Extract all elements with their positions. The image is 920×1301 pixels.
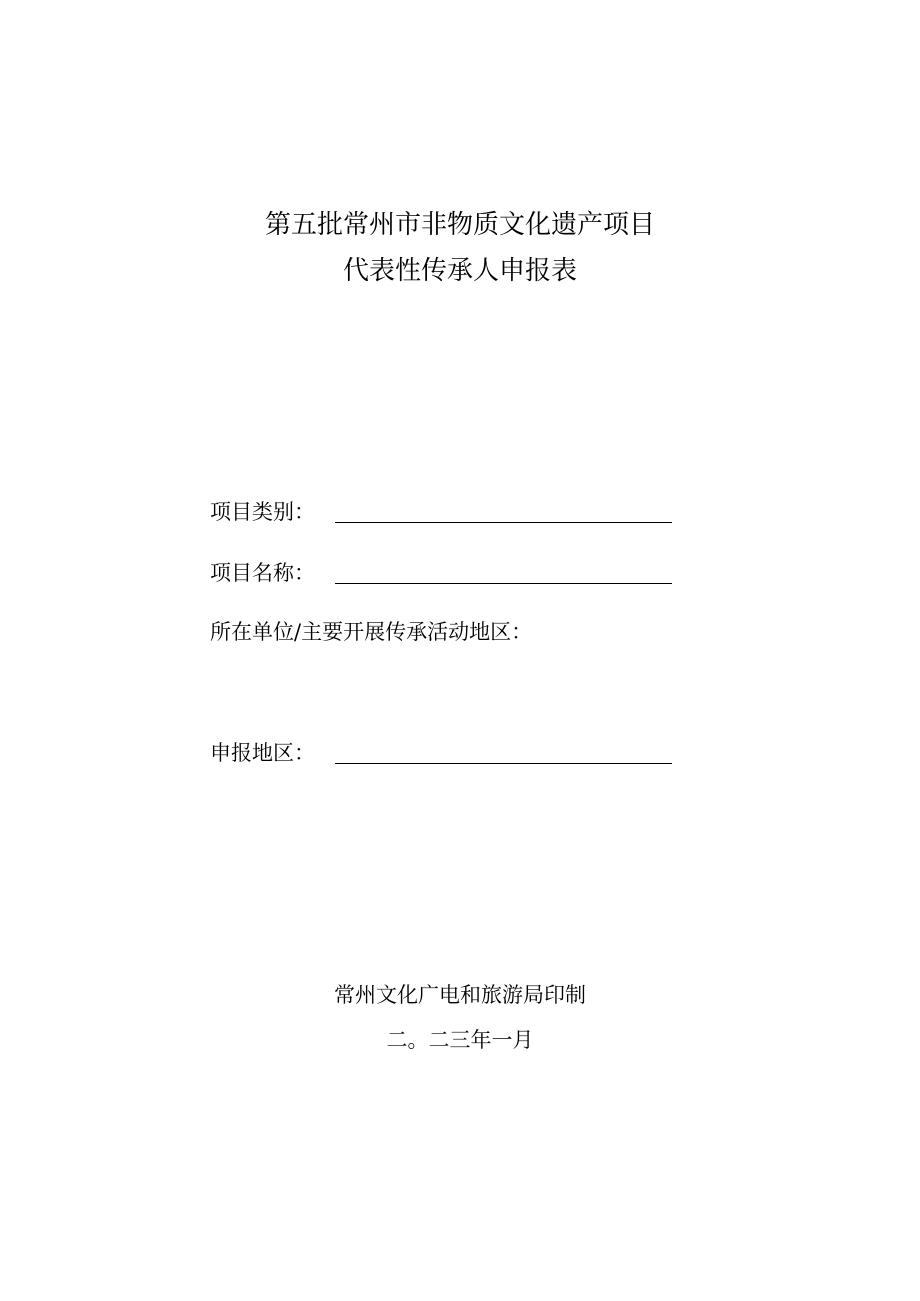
issuing-organization: 常州文化广电和旅游局印制 [334,983,586,1007]
project-name-label: 项目名称： [210,561,315,585]
document-title-line-1: 第五批常州市非物质文化遗产项目 [264,210,655,240]
unit-region-label: 所在单位/主要开展传承活动地区： [210,620,533,644]
issue-date: 二。二三年一月 [386,1028,534,1052]
document-title-line-2: 代表性传承人申报表 [342,256,577,286]
project-name-blank-line [335,583,672,584]
application-region-label: 申报地区： [210,741,315,765]
project-category-label: 项目类别： [210,500,315,524]
project-category-blank-line [335,522,672,523]
application-region-blank-line [335,763,672,764]
